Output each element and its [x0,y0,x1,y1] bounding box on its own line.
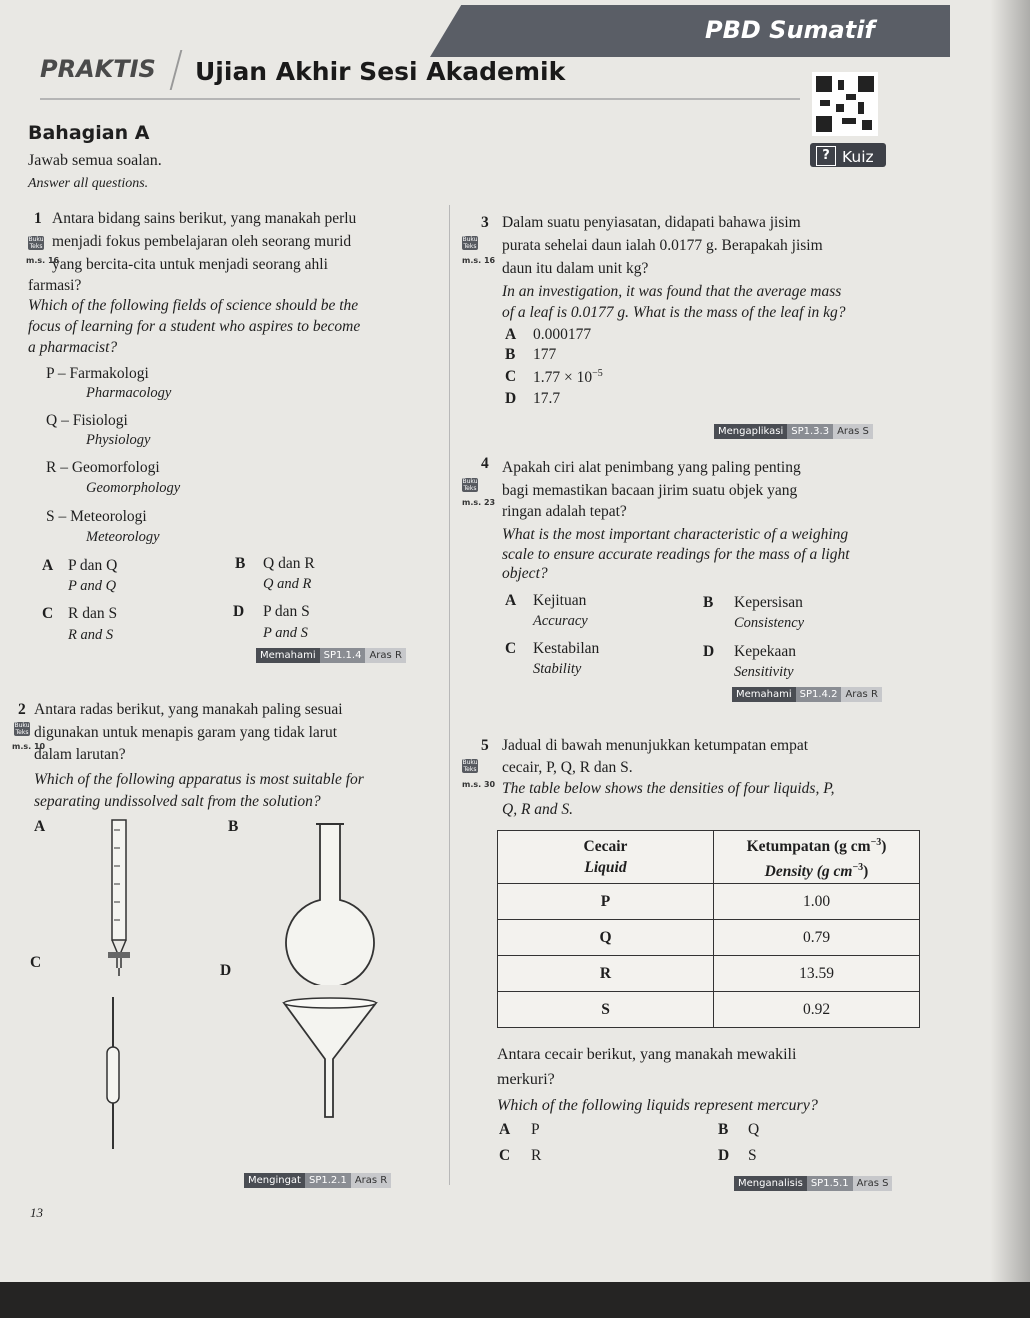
section-tag: PRAKTIS [40,55,156,83]
q1-option-a-en: P and Q [68,578,117,594]
q5-option-a[interactable]: P [531,1121,540,1138]
title-divider [170,50,183,90]
q3-stem-en-2: of a leaf is 0.0177 g. What is the mass of the leaf in kg? [502,304,846,321]
q1-item-s: S – Meteorologi [46,508,147,525]
q1-skill-tag: Memahami SP1.1.4 Aras R [256,648,406,663]
column-divider [449,205,450,1185]
table-header-density: Ketumpatan (g $cm^{-3}$) Density (g $cm^{-3}$) [714,831,920,884]
q1-option-b-en: Q and R [263,576,312,592]
q4-option-a[interactable]: Kejituan [533,592,587,609]
q1-page-ref: m.s. 16 [26,256,60,265]
q5-question-ms-1: Antara cecair berikut, yang manakah mewakili [497,1046,797,1063]
q4-option-c-letter[interactable]: C [505,640,517,657]
q5-option-b[interactable]: Q [748,1121,760,1138]
q4-option-a-letter[interactable]: A [505,592,517,609]
q5-stem-en-1: The table below shows the densities of four liquids, P, [502,780,835,797]
q3-skill-tag: Mengaplikasi SP1.3.3 Aras S [714,424,873,439]
q2-option-a-letter[interactable]: A [34,818,46,835]
q4-stem-en-1: What is the most important characteristic of a weighing [502,526,849,543]
q4-option-d-en: Sensitivity [734,664,794,680]
q2-page-ref: m.s. 10 [12,742,46,751]
table-row: P 1.00 [498,884,920,920]
q3-option-c[interactable]: $1.77 \times 10^{-5}$ [533,368,603,387]
q2-option-d-letter[interactable]: D [220,962,232,979]
q1-stem-ms-1: Antara bidang sains berikut, yang manakah perlu [52,210,357,227]
q1-stem-en-3: a pharmacist? [28,339,118,356]
q4-option-d[interactable]: Kepekaan [734,643,796,660]
q3-stem-ms-3: daun itu dalam unit kg? [502,260,649,277]
q1-item-q: Q – Fisiologi [46,412,128,429]
book-icon: Buku Teks [14,722,30,736]
quiz-button[interactable] [810,143,886,167]
q4-option-b-letter[interactable]: B [703,594,714,611]
q5-question-en: Which of the following liquids represent mercury? [497,1097,818,1114]
q1-item-q-en: Physiology [86,432,151,448]
pipette-icon[interactable] [98,995,128,1155]
q5-option-b-letter[interactable]: B [718,1121,729,1138]
q3-option-d[interactable]: 17.7 [533,390,561,407]
q1-item-r-en: Geomorphology [86,480,181,496]
q5-question-ms-2: merkuri? [497,1071,555,1088]
q5-option-d[interactable]: S [748,1147,757,1164]
q2-option-c-letter[interactable]: C [30,954,42,971]
density-table [497,830,920,1028]
q2-stem-ms-2: digunakan untuk menapis garam yang tidak larut [34,724,338,741]
q2-stem-ms-1: Antara radas berikut, yang manakah paling sesuai [34,701,343,718]
q3-option-c-letter[interactable]: C [505,368,517,385]
q4-option-c[interactable]: Kestabilan [533,640,600,657]
q4-stem-ms-1: Apakah ciri alat penimbang yang paling penting [502,459,801,476]
q5-option-a-letter[interactable]: A [499,1121,511,1138]
book-icon: Buku Teks [462,236,478,250]
q1-stem-en-1: Which of the following fields of science should be the [28,297,359,314]
q5-option-d-letter[interactable]: D [718,1147,730,1164]
q4-page-ref: m.s. 23 [462,498,496,507]
title-underline [40,98,800,100]
q4-option-b[interactable]: Kepersisan [734,594,803,611]
q1-item-p: P – Farmakologi [46,365,149,382]
banner-title: PBD Sumatif [705,16,875,44]
q5-option-c[interactable]: R [531,1147,542,1164]
instruction-en: Answer all questions. [28,176,149,191]
q1-option-a-letter[interactable]: A [42,557,54,574]
q4-stem-en-3: object? [502,565,548,582]
table-row: S 0.92 [498,992,920,1028]
q3-option-b-letter[interactable]: B [505,346,516,363]
q3-stem-ms-2: purata sehelai daun ialah 0.0177 g. Berapakah jisim [502,237,823,254]
q3-page-ref: m.s. 16 [462,256,496,265]
q5-stem-ms-2: cecair, P, Q, R dan S. [502,759,633,776]
section-title: Bahagian A [28,122,150,144]
q4-option-b-en: Consistency [734,615,805,631]
q5-stem-ms-1: Jadual di bawah menunjukkan ketumpatan empat [502,737,809,754]
question-mark-icon: ? [816,146,836,166]
q1-option-b[interactable]: Q dan R [263,555,315,572]
book-icon: Buku Teks [462,478,478,492]
book-icon: Buku Teks [462,759,478,773]
q3-number: 3 [481,214,489,231]
q1-stem-ms-4: farmasi? [28,277,82,294]
q1-item-p-en: Pharmacology [86,385,172,401]
q1-option-d-en: P and S [263,625,308,641]
instruction-ms: Jawab semua soalan. [28,152,162,169]
q1-option-c-en: R and S [68,627,114,643]
q2-stem-en-2: separating undissolved salt from the solution? [34,793,321,810]
q5-stem-en-2: Q, R and S. [502,801,574,818]
table-row: R 13.59 [498,956,920,992]
q4-option-d-letter[interactable]: D [703,643,715,660]
q2-number: 2 [18,701,26,718]
q1-stem-en-2: focus of learning for a student who aspires to become [28,318,361,335]
q5-skill-tag: Menganalisis SP1.5.1 Aras S [734,1176,892,1191]
q3-option-a-letter[interactable]: A [505,326,517,343]
q4-stem-en-2: scale to ensure accurate readings for the mass of a light [502,546,850,563]
q4-option-c-en: Stability [533,661,582,677]
q4-option-a-en: Accuracy [533,613,588,629]
q4-stem-ms-2: bagi memastikan bacaan jirim suatu objek yang [502,482,798,499]
background-surface [0,1282,1030,1318]
q1-option-d-letter[interactable]: D [233,603,245,620]
table-row: Q 0.79 [498,920,920,956]
qr-code-icon[interactable] [812,72,878,136]
q1-item-r: R – Geomorfologi [46,459,160,476]
filter-funnel-icon[interactable] [280,995,380,1125]
q1-option-d[interactable]: P dan S [263,603,310,620]
q1-option-c[interactable]: R dan S [68,605,118,622]
q1-option-c-letter[interactable]: C [42,605,54,622]
q5-option-c-letter[interactable]: C [499,1147,511,1164]
q3-option-a[interactable]: 0.000177 [533,326,592,343]
q2-stem-en-1: Which of the following apparatus is most suitable for [34,771,364,788]
table-header-liquid: Cecair Liquid [498,831,714,884]
q1-number: 1 [34,210,42,227]
q5-page-ref: m.s. 30 [462,780,496,789]
q1-stem-ms-2: menjadi fokus pembelajaran oleh seorang murid [52,233,352,250]
page-title: Ujian Akhir Sesi Akademik [195,57,566,86]
q3-stem-en-1: In an investigation, it was found that the average mass [502,283,842,300]
q2-stem-ms-3: dalam larutan? [34,746,126,763]
q3-stem-ms-1: Dalam suatu penyiasatan, didapati bahawa jisim [502,214,801,231]
q2-option-b-letter[interactable]: B [228,818,239,835]
q2-skill-tag: Mengingat SP1.2.1 Aras R [244,1173,391,1188]
q1-item-s-en: Meteorology [86,529,160,545]
q3-option-b[interactable]: 177 [533,346,557,363]
q1-option-b-letter[interactable]: B [235,555,246,572]
round-bottom-flask-icon[interactable] [280,820,380,985]
q4-skill-tag: Memahami SP1.4.2 Aras R [732,687,882,702]
q5-number: 5 [481,737,489,754]
q3-option-d-letter[interactable]: D [505,390,517,407]
page-edge-shadow [990,0,1030,1318]
q1-option-a[interactable]: P dan Q [68,557,118,574]
q1-stem-ms-3: yang bercita-cita untuk menjadi seorang ahli [52,256,328,273]
book-icon: Buku Teks [28,236,44,250]
page-number: 13 [30,1205,43,1220]
burette-icon[interactable] [100,818,140,988]
quiz-label: Kuiz [842,148,874,166]
q4-stem-ms-3: ringan adalah tepat? [502,503,627,520]
q4-number: 4 [481,455,489,472]
